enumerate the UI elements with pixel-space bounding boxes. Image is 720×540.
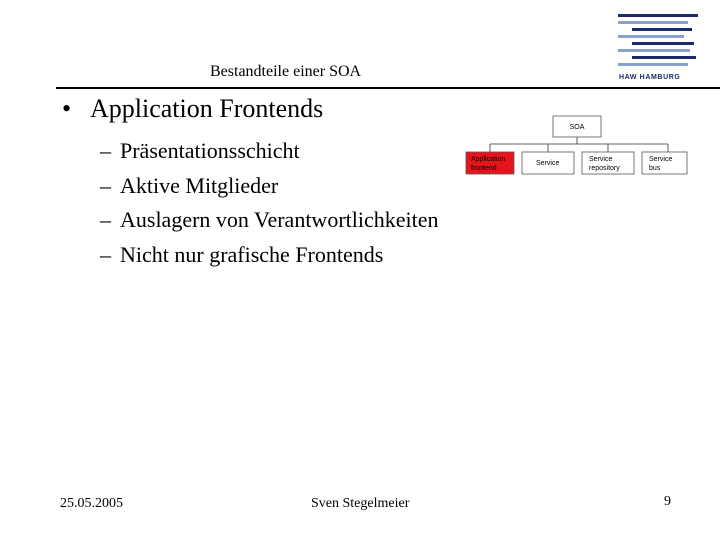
- node-label: Service: [536, 160, 560, 167]
- node-label: bus: [649, 165, 661, 172]
- footer-author: Sven Stegelmeier: [311, 496, 410, 511]
- diagram-node-service-repository: [582, 152, 634, 174]
- dash-symbol: –: [100, 138, 111, 163]
- diagram-connectors: [490, 137, 668, 152]
- bullet-symbol: •: [62, 94, 72, 123]
- diagram-root-node: [553, 116, 601, 137]
- node-label: Service: [649, 156, 673, 163]
- node-label: Service: [589, 156, 613, 163]
- diagram-node-application-frontend: [466, 152, 514, 174]
- page-number: 9: [664, 494, 671, 509]
- diagram-node-service-bus: [642, 152, 687, 174]
- sub-bullet-text: Auslagern von Verantwortlichkeiten: [120, 207, 439, 232]
- node-label: repository: [589, 165, 620, 172]
- node-label: frontend: [471, 165, 497, 172]
- main-bullet-text: Application Frontends: [90, 94, 324, 123]
- slide-header-title: Bestandteile einer SOA: [210, 63, 362, 80]
- footer-date: 25.05.2005: [60, 496, 123, 511]
- dash-symbol: –: [100, 241, 111, 267]
- node-label: Application: [471, 156, 506, 163]
- sub-bullet-text: Nicht nur grafische Frontends: [120, 241, 384, 267]
- sub-bullet-text: Präsentationsschicht: [120, 138, 300, 163]
- node-label: SOA: [569, 124, 585, 131]
- dash-symbol: –: [100, 207, 111, 232]
- dash-symbol: –: [100, 172, 111, 198]
- logo-text: HAW HAMBURG: [619, 74, 681, 81]
- sub-bullet-text: Aktive Mitglieder: [120, 172, 279, 198]
- diagram-node-service: [522, 152, 574, 174]
